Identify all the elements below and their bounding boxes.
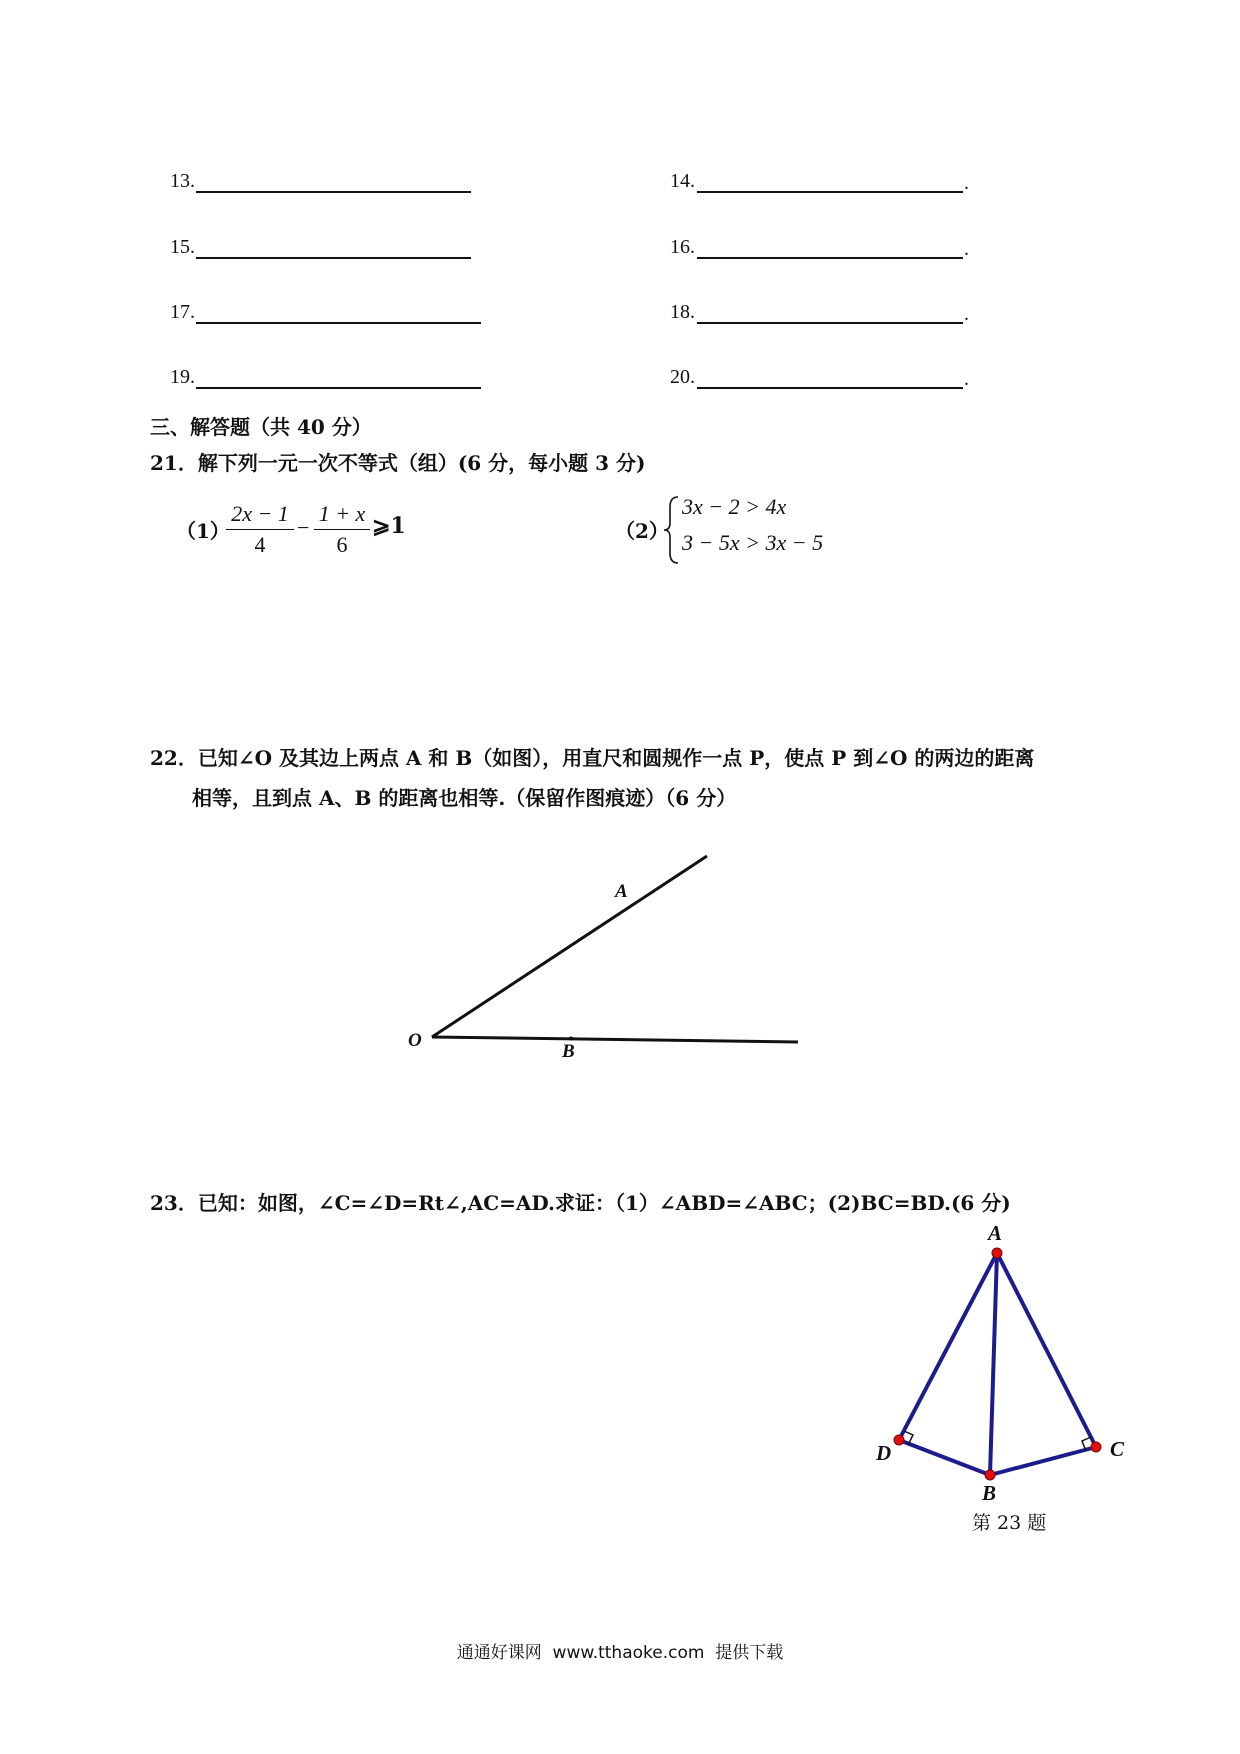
answer-line (697, 322, 963, 324)
blank-number: 18. (670, 301, 695, 323)
fraction-denominator: 4 (254, 532, 266, 557)
segment-ac (997, 1253, 1096, 1447)
label-b: B (982, 1481, 997, 1505)
page-footer: 通通好课网 www.tthaoke.com 提供下载 (456, 1643, 784, 1663)
segment-db (899, 1440, 990, 1475)
section-title: 三、解答题（共 40 分） (150, 415, 372, 439)
answer-line (697, 191, 963, 193)
segment-cb (990, 1447, 1096, 1475)
blank-number: 15. (170, 236, 195, 258)
ray-oa (432, 856, 707, 1037)
angle-diagram (400, 845, 820, 1075)
label-o: O (408, 1030, 422, 1051)
blank-trail: . (964, 303, 969, 325)
blank-number: 13. (170, 170, 195, 192)
label-a: A (988, 1221, 1003, 1245)
answer-line (196, 257, 471, 259)
fraction-numerator: 1 + x (318, 501, 366, 526)
blank-number: 14. (670, 170, 695, 192)
segment-ad (899, 1253, 997, 1440)
fraction-1 (226, 499, 294, 560)
system-line-2: 3 − 5x > 3x − 5 (682, 530, 824, 555)
point-c (1091, 1442, 1101, 1452)
point-d (894, 1435, 904, 1445)
part-label: （1） (176, 519, 230, 543)
label-a: A (615, 881, 628, 902)
answer-line (196, 191, 471, 193)
left-brace-icon (662, 495, 682, 565)
label-d: D (876, 1441, 892, 1465)
system-line-1: 3x − 2 > 4x (682, 494, 787, 519)
blank-trail: . (964, 172, 969, 194)
question-22-line-2: 相等，且到点 A、B 的距离也相等.（保留作图痕迹）（6 分） (192, 786, 737, 810)
triangle-figure (860, 1221, 1130, 1545)
segment-ab (990, 1253, 997, 1475)
fraction-2 (314, 499, 370, 560)
point-a (992, 1248, 1002, 1258)
point-b (985, 1470, 995, 1480)
question-22-line-1: 22．已知∠O 及其边上两点 A 和 B（如图），用直尺和圆规作一点 P，使点 P 到∠O 的两边的距离 (150, 746, 1035, 770)
point-b (569, 1037, 573, 1041)
inequality-relation: ⩾1 (372, 513, 406, 539)
blank-number: 16. (670, 236, 695, 258)
answer-line (697, 387, 963, 389)
fraction-numerator: 2x − 1 (231, 501, 289, 526)
blank-trail: . (964, 238, 969, 260)
question-21-stem: 21．解下列一元一次不等式（组）(6 分，每小题 3 分) (150, 451, 646, 475)
label-c: C (1110, 1437, 1125, 1461)
angle-figure (400, 845, 820, 1075)
fraction-denominator: 6 (336, 532, 348, 557)
question-23-stem: 23．已知：如图，∠C=∠D=Rt∠,AC=AD.求证：（1）∠ABD=∠ABC；(2)BC=BD.(6 分) (150, 1191, 1011, 1215)
blank-trail: . (964, 368, 969, 390)
blank-number: 17. (170, 301, 195, 323)
figure-caption: 第 23 题 (972, 1512, 1047, 1534)
part-label: （2） (615, 519, 669, 543)
answer-line (697, 257, 963, 259)
label-b: B (562, 1041, 575, 1062)
blank-number: 19. (170, 366, 195, 388)
minus-sign: − (297, 515, 310, 540)
blank-number: 20. (670, 366, 695, 388)
ray-ob (432, 1037, 798, 1042)
answer-line (196, 322, 481, 324)
answer-line (196, 387, 481, 389)
